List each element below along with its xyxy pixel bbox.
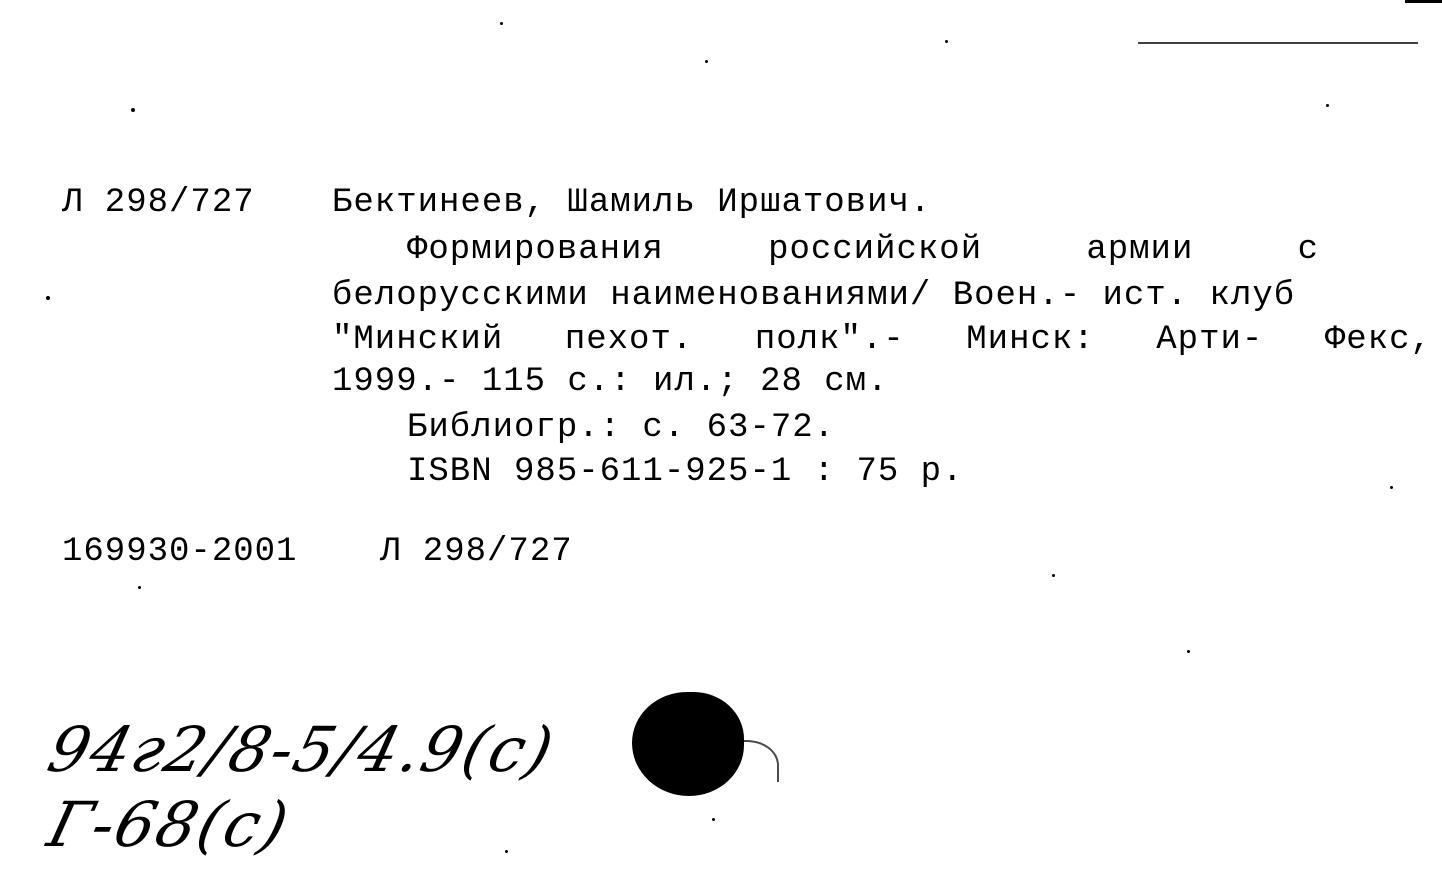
title-word: Формирования (407, 231, 664, 269)
punch-hole-tear (725, 740, 779, 782)
title-word: пехот. (564, 321, 694, 359)
speck (505, 850, 508, 853)
imprint-line: 1999.- 115 с.: ил.; 28 см. (332, 363, 889, 401)
corner-mark (1405, 0, 1442, 3)
speck (500, 22, 503, 25)
title-line-3 (332, 320, 1432, 360)
title-word: Арти- (1156, 321, 1264, 359)
title-word: армии (1086, 231, 1194, 269)
accession-call-number: Л 298/727 (380, 533, 573, 571)
speck (1390, 486, 1393, 489)
isbn-price: ISBN 985-611-925-1 : 75 р. (407, 453, 964, 491)
handwritten-classification: 94г2/8-5/4.9(с) (41, 713, 563, 786)
call-number: Л 298/727 (62, 184, 255, 222)
author-heading: Бектинеев, Шамиль Иршатович. (332, 184, 932, 222)
speck (131, 108, 135, 112)
speck (1052, 574, 1055, 577)
bibliography-note: Библиогр.: с. 63-72. (407, 409, 836, 447)
speck (1326, 104, 1329, 107)
speck (945, 40, 948, 43)
title-line-1 (407, 230, 1319, 270)
accession-number: 169930-2001 (62, 533, 298, 571)
speck (46, 296, 50, 300)
speck (1187, 650, 1190, 653)
speck (705, 60, 708, 63)
top-rule-mark (1138, 42, 1418, 44)
title-word: "Минский (332, 321, 504, 359)
title-word: полк".- (754, 321, 905, 359)
handwritten-author-mark: Г-68(с) (41, 788, 298, 861)
title-word: российской (768, 231, 983, 269)
title-word: Фекс, (1324, 321, 1432, 359)
title-word: с (1297, 231, 1319, 269)
title-word: Минск: (966, 321, 1095, 359)
speck (138, 586, 141, 589)
title-line-2: белорусскими наименованиями/ Воен.- ист. клуб (332, 277, 1296, 315)
speck (712, 818, 715, 821)
